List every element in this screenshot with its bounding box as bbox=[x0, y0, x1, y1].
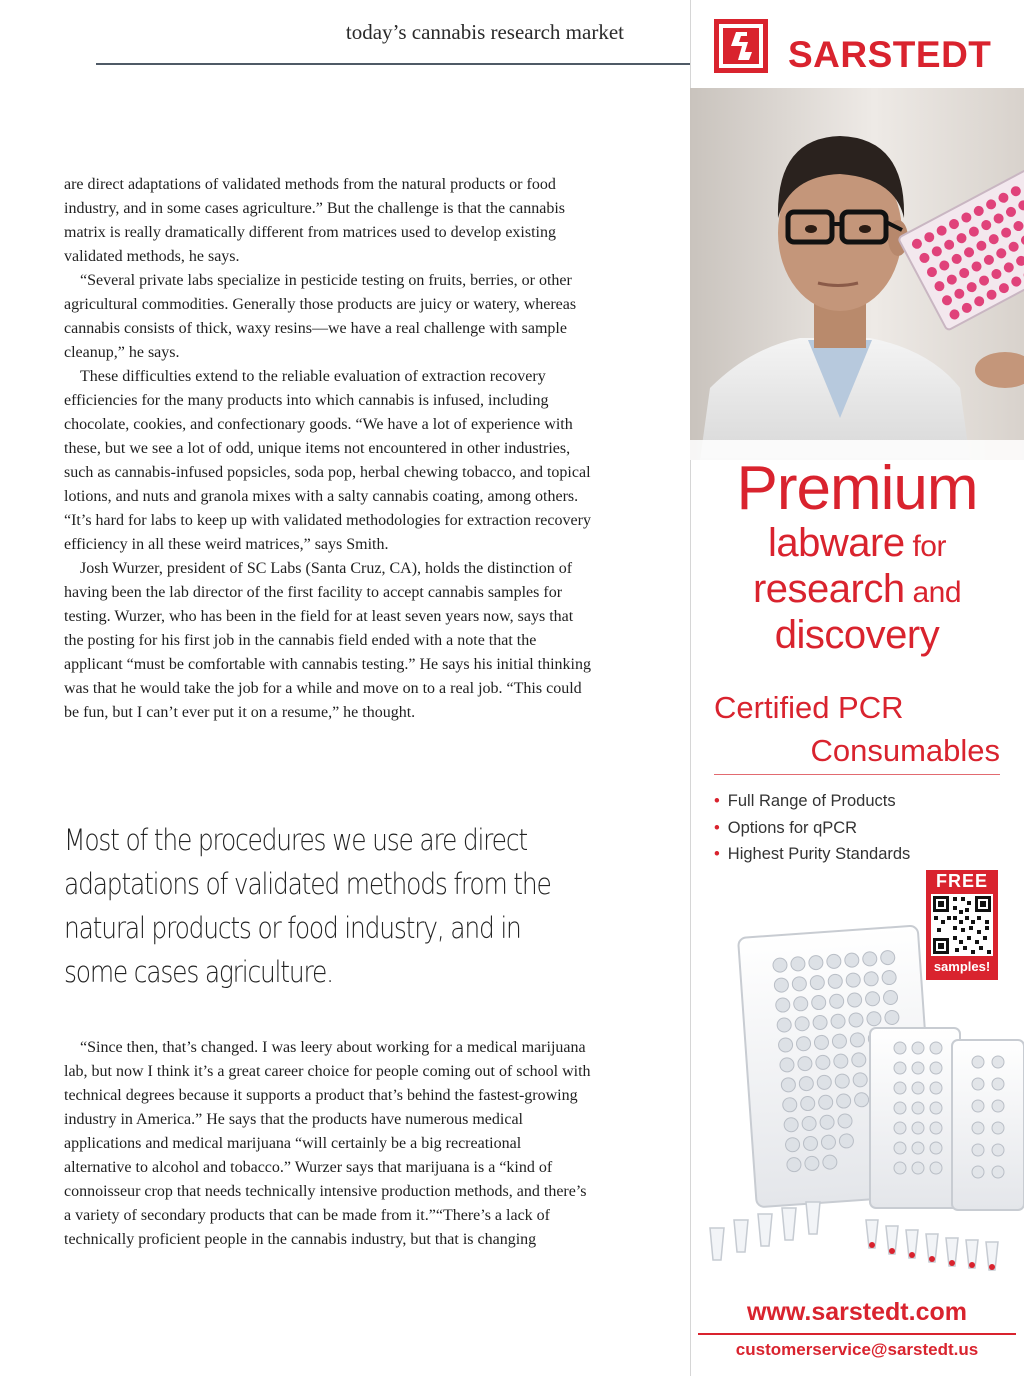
headline-line-2 bbox=[690, 522, 1024, 568]
header-rule bbox=[96, 63, 690, 65]
paragraph: are direct adaptations of validated methods from the natural products or food industry, and in some cases agriculture.” But the challenge is that the cannabis matrix is really dramatically different from matrices used to develop existing validated methods, he says. bbox=[64, 176, 566, 265]
feature-item: • Options for qPCR bbox=[714, 815, 910, 842]
running-head: today’s cannabis research market bbox=[345, 20, 624, 44]
sarstedt-logo-icon bbox=[714, 19, 768, 73]
subhead-line-2: Consumables bbox=[810, 733, 1000, 768]
sarstedt-advertisement bbox=[690, 0, 1024, 1376]
headline-line-3 bbox=[690, 568, 1024, 614]
samples-label: samples! bbox=[933, 959, 991, 974]
scientist-photo bbox=[690, 88, 1024, 460]
pull-quote: Most of the procedures we use are direct adaptations of validated methods from the natural products or food industry, and in some cases agriculture. bbox=[64, 823, 551, 989]
footer-rule bbox=[698, 1333, 1016, 1335]
website-link[interactable]: www.sarstedt.com bbox=[747, 1298, 967, 1326]
paragraph: “Several private labs specialize in pesticide testing on fruits, berries, or other agricultural commodities. Generally those products are juicy or watery, whereas cannabis consists of thick, waxy resins—we have a real challenge with sample cleanup,” he says. bbox=[64, 272, 577, 361]
article-body-bottom bbox=[64, 1036, 592, 1252]
headline-line-1: Premium bbox=[736, 454, 978, 523]
feature-item: • Full Range of Products bbox=[714, 788, 910, 815]
paragraph: Josh Wurzer, president of SC Labs (Santa Cruz, CA), holds the distinction of having been the lab director of the first facility to accept cannabis samples for testing. Wurzer, who has been in the field for at least seven years now, says that the posting for his first job in the cannabis field ended with a note that the applicant “must be comfortable with cannabis testing.” He says his initial thinking was that he would take the job for a while and move on to a real job. “This could be fun, but I can’t ever put it on a resume,” he thought. bbox=[64, 560, 591, 721]
paragraph: These difficulties extend to the reliable evaluation of extraction recovery efficiencies for the many products into which cannabis is infused, including chocolate, cookies, and confectionary goods. “We have a lot of experience with these, but we see a lot of odd, unique items not encountered in other industries, such as cannabis-infused popsicles, soda pop, herbal chewing tobacco, and topical lotions, and nuts and granola mixes with a salty cannabis coating, among others. “It’s hard for labs to keep up with validated methodologies for extraction recovery efficiency in all these weird matrices,” says Smith. bbox=[64, 368, 591, 553]
email-link[interactable]: customerservice@sarstedt.us bbox=[735, 1340, 979, 1359]
subhead-rule bbox=[714, 774, 1000, 775]
qr-code-icon bbox=[931, 894, 993, 956]
headline-word: labware bbox=[768, 521, 905, 565]
paragraph: “Since then, that’s changed. I was leery about working for a medical marijuana lab, but now I think it’s a great career choice for people coming out of school with technical degrees because it supports a product that’s behind the fastest-growing industry in America.” He says that the products have numerous medical applications and medical marijuana “will certainly be a big recreational alternative to alcohol and tobacco.” Wurzer says that marijuana is a “kind of connoisseur crop that needs technically intensive production methods, and there’s a variety of secondary products that can be made from it.”“There’s a lack of technically proficient people in the cannabis industry, but that is changing bbox=[64, 1039, 591, 1248]
headline-word: for bbox=[904, 530, 946, 563]
headline-line-4: discovery bbox=[774, 613, 940, 657]
feature-item: • Highest Purity Standards bbox=[714, 841, 910, 868]
headline-word: and bbox=[904, 576, 961, 609]
ad-headline bbox=[690, 456, 1024, 656]
free-label: FREE bbox=[935, 871, 988, 891]
subhead-line-1: Certified PCR bbox=[714, 690, 904, 725]
brand-name: SARSTEDT bbox=[788, 34, 992, 75]
article-body-top bbox=[64, 173, 592, 725]
free-samples-badge[interactable] bbox=[926, 870, 998, 980]
headline-word: research bbox=[752, 567, 905, 611]
feature-list bbox=[714, 788, 910, 868]
